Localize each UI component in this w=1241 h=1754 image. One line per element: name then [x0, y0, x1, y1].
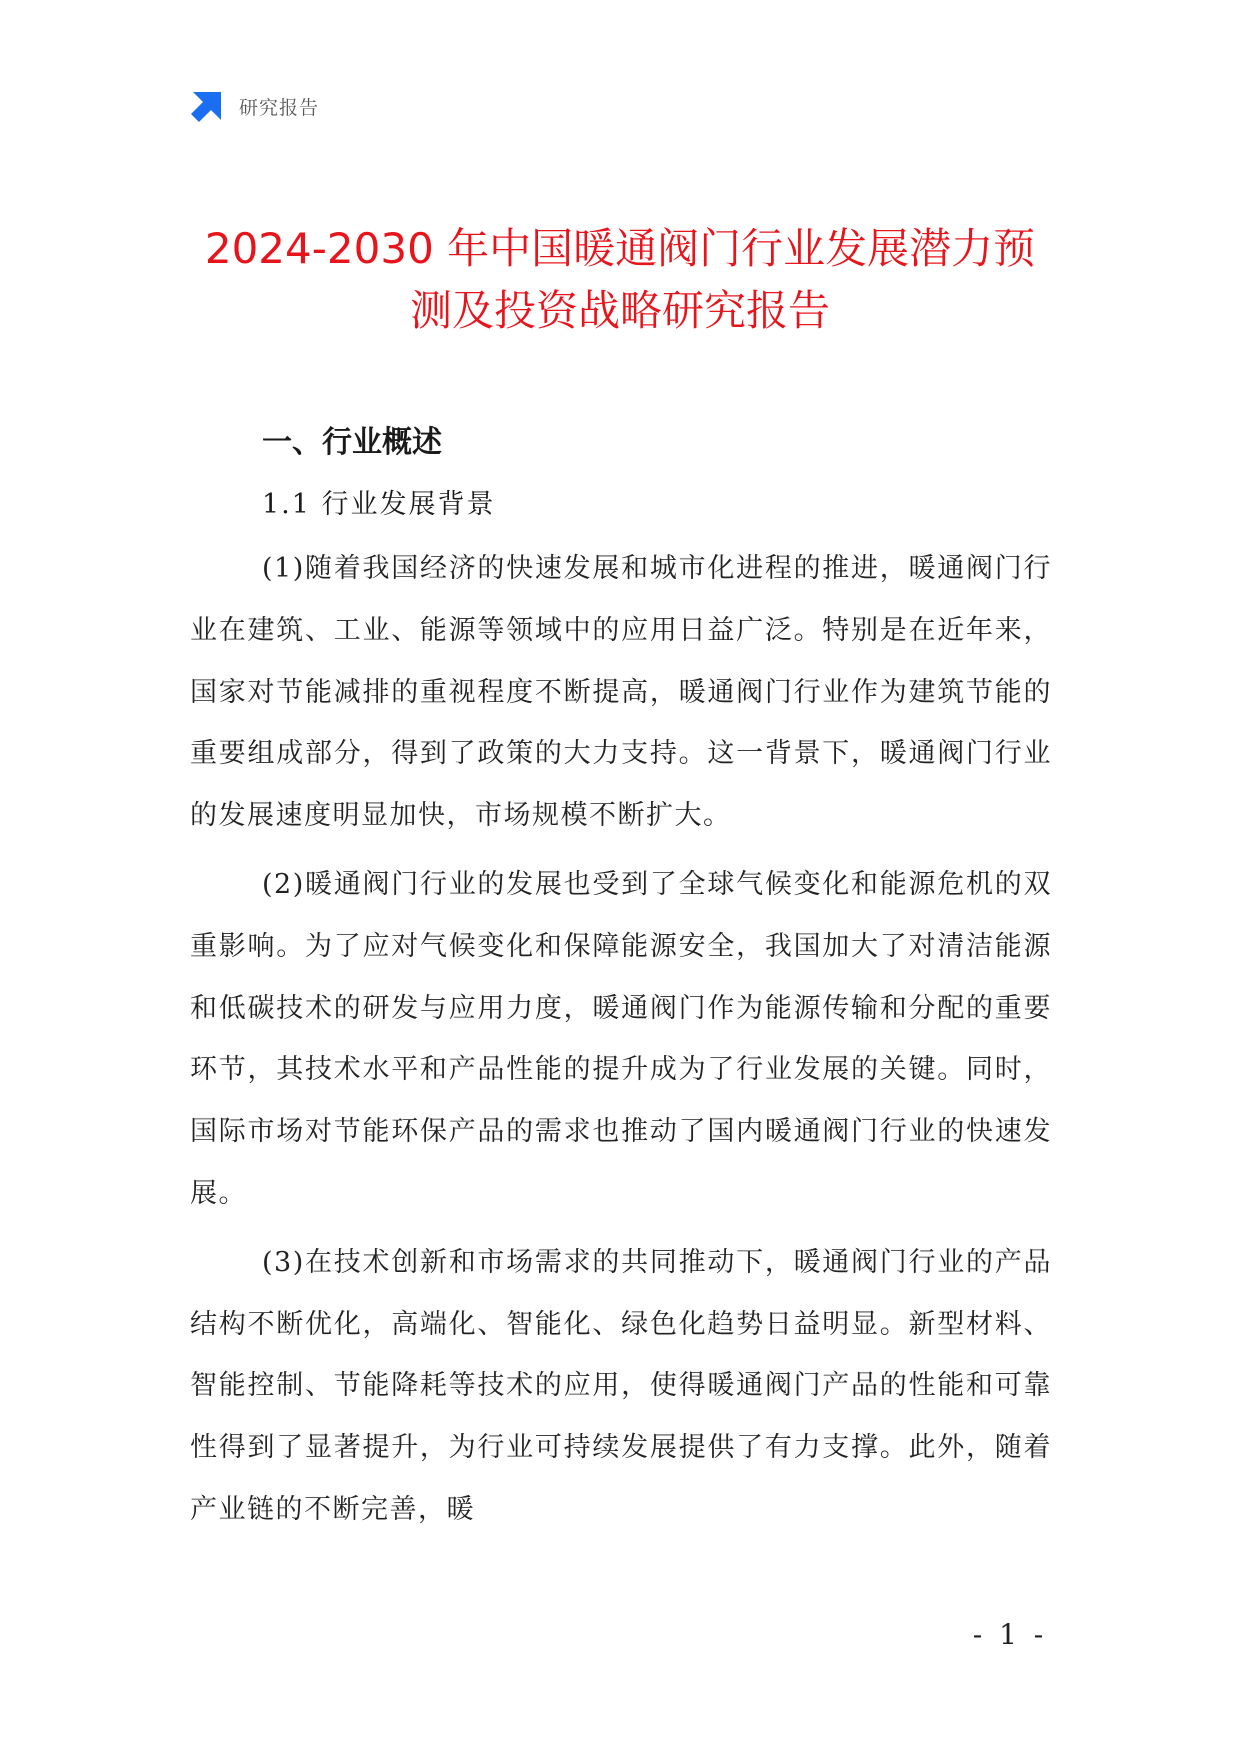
paragraph-2: (2)暖通阀门行业的发展也受到了全球气候变化和能源危机的双重影响。为了应对气候变化和保障能源安全，我国加大了对清洁能源和低碳技术的研发与应用力度，暖通阀门作为能源传输和分配的重要环节，其技术水平和产品性能的提升成为了行业发展的关键。同时，国际市场对节能环保产品的需求也推动了国内暖通阀门行业的快速发展。 [190, 868, 1052, 1209]
arrow-up-right-icon [189, 88, 225, 124]
paragraph-1: (1)随着我国经济的快速发展和城市化进程的推进，暖通阀门行业在建筑、工业、能源等领域中的应用日益广泛。特别是在近年来，国家对节能减排的重视程度不断提高，暖通阀门行业作为建筑节能的重要组成部分，得到了政策的大力支持。这一背景下，暖通阀门行业的发展速度明显加快，市场规模不断扩大。 [190, 553, 1052, 832]
section-heading: 一、行业概述 [262, 425, 442, 460]
page-number: - 1 - [972, 1618, 1048, 1651]
title-line-1: 2024-2030 年中国暖通阀门行业发展潜力预 [204, 224, 1036, 273]
document-header [189, 88, 319, 124]
header-label: 研究报告 [239, 96, 320, 119]
document-title [140, 218, 1100, 342]
title-line-2: 测及投资战略研究报告 [409, 286, 830, 335]
document-body [190, 418, 1052, 1541]
paragraph-3: (3)在技术创新和市场需求的共同推动下，暖通阀门行业的产品结构不断优化，高端化、智能化、绿色化趋势日益明显。新型材料、智能控制、节能降耗等技术的应用，使得暖通阀门产品的性能和可靠性得到了显著提升，为行业可持续发展提供了有力支撑。此外，随着产业链的不断完善，暖 [190, 1246, 1052, 1525]
subsection-heading: 1.1 行业发展背景 [262, 489, 496, 520]
